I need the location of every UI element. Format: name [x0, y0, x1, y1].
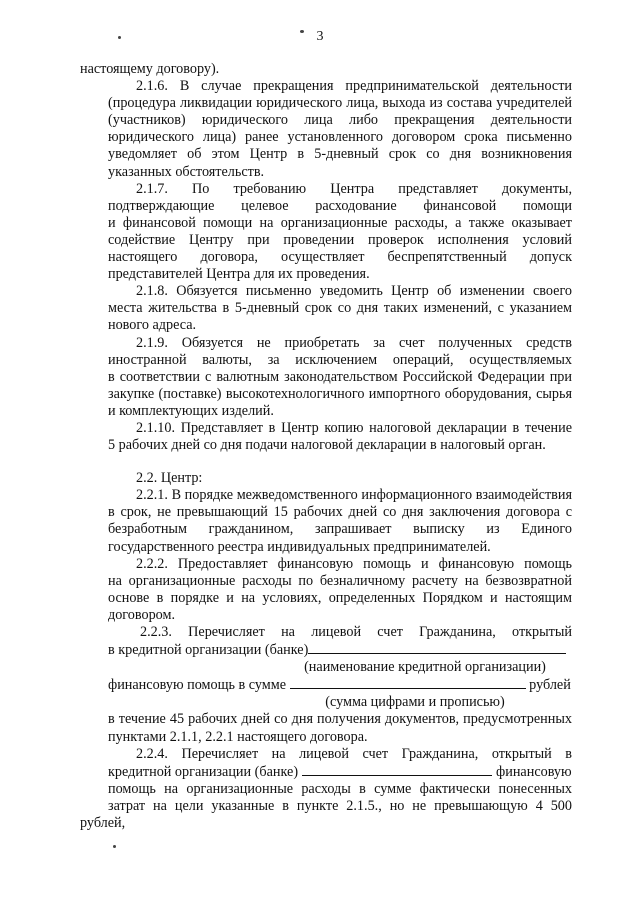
document-body	[80, 61, 572, 832]
paragraph-2-2-4: 2.2.4. Перечисляет на лицевой счет Гражданина, открытый в кредитной организации (банке) финансовую помощь на организационные расходы в сумме фактически понесенных затрат на цели указанные в пункте 2.1.5., но не превышающую 4 500 рублей,	[80, 745, 572, 832]
paragraph-2-2-1: 2.2.1. В порядке межведомственного информационного взаимодействия в срок, не превышающий 15 рабочих дней со дня заключения договора с безработным гражданином, запрашивает выписку из Единого государственного реестра индивидуальных предпринимателей.	[108, 487, 572, 555]
bank-name-blank-2	[302, 763, 492, 776]
bank-name-blank	[308, 641, 566, 654]
section-heading-2-2: 2.2. Центр:	[136, 470, 203, 487]
paragraph-2-1-9: 2.1.9. Обязуется не приобретать за счет полученных средств иностранной валюты, за исключением операций, осуществляемых в соответствии с валютным законодательством Российской Федерации при закупке (поставке) высокотехнологичного импортного оборудования, сырья и комплектующих изделий.	[108, 334, 572, 419]
page-number: 3	[316, 29, 324, 44]
paragraph-2-1-6: 2.1.6. В случае прекращения предпринимательской деятельности (процедура ликвидации юридического лица, выхода из состава учредителей (участников) юридического лица либо прекращения деятельности юридического лица) ранее установленного договором срока письменно уведомляет об этом Центр в 5-дневный срок со дня возникновения указанных обстоятельств.	[108, 78, 572, 180]
paragraph-2-2-3: 2.2.3. Перечисляет на лицевой счет Гражданина, открытый в кредитной организации (банке) (наименование кредитной организации) финансовую помощь в сумме рублей (сумма цифрами и прописью) в течение 45 рабочих дней со дня получения документов, предусмотренных пунктами 2.1.1, 2.2.1 настоящего договора.	[80, 624, 572, 746]
bank-name-caption: (наименование кредитной организации)	[304, 659, 546, 676]
scan-speck	[118, 36, 121, 39]
paragraph-continuation: настоящему договору).	[80, 61, 220, 77]
paragraph-2-2-2: 2.2.2. Предоставляет финансовую помощь и финансовую помощь на организационные расходы по безналичному расчету на безвозвратной основе в порядке и на условиях, определенных Порядком и настоящим договором.	[108, 555, 572, 623]
scan-speck	[113, 845, 116, 848]
amount-caption: (сумма цифрами и прописью)	[325, 694, 505, 711]
scan-speck	[300, 30, 304, 33]
paragraph-2-1-7: 2.1.7. По требованию Центра представляет документы, подтверждающие целевое расходование финансовой помощи и финансовой помощи на организационные расходы, а также оказывает содействие Центру при проведении проверок исполнения условий настоящего договора, осуществляет беспрепятственный допуск представителей Центра для их проведения.	[108, 180, 572, 283]
paragraph-2-1-8: 2.1.8. Обязуется письменно уведомить Центр об изменении своего места жительства в 5-дневный срок со дня таких изменений, с указанием нового адреса.	[108, 283, 572, 334]
amount-blank	[290, 676, 526, 689]
paragraph-2-1-10: 2.1.10. Представляет в Центр копию налоговой декларации в течение 5 рабочих дней со дня подачи налоговой декларации в налоговый орган.	[108, 419, 572, 454]
